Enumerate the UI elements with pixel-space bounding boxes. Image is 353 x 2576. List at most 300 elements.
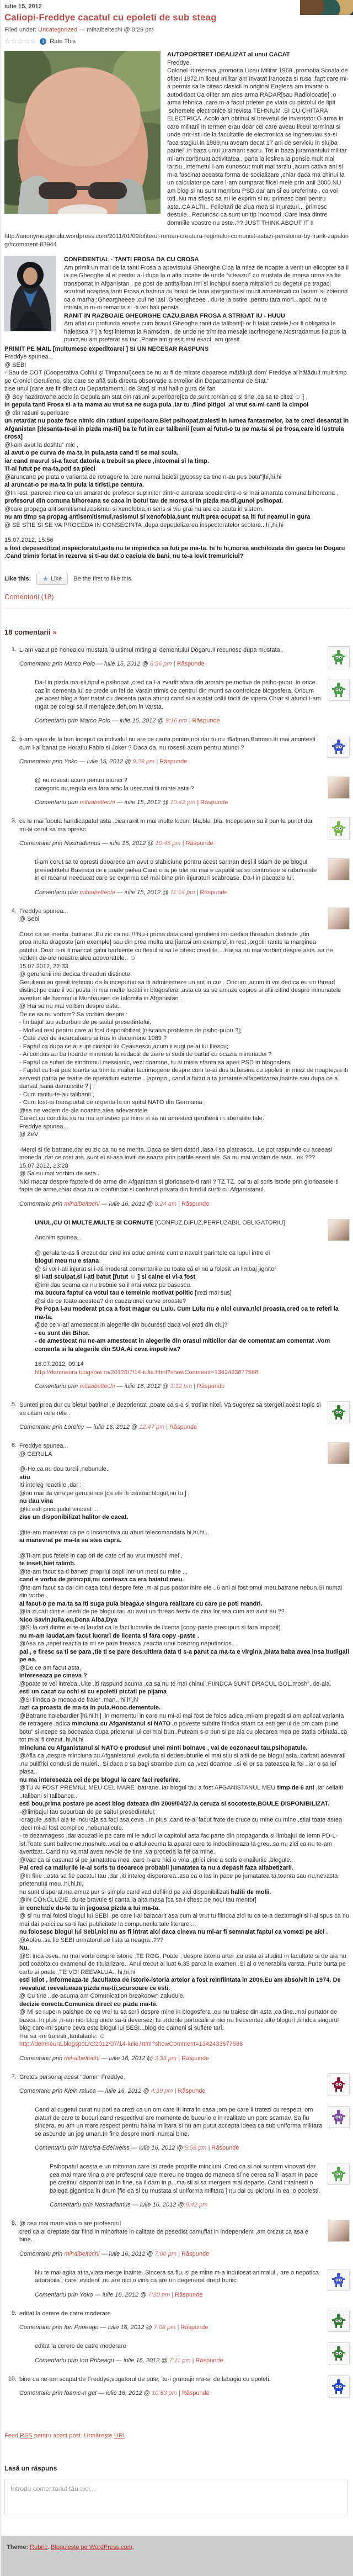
- meta-separator: |: [195, 889, 200, 896]
- comment-date: — iulie 16, 2012 @: [95, 2088, 151, 2094]
- uri-link[interactable]: URI: [114, 2432, 125, 2439]
- text-line: @ Sebi: [19, 916, 40, 922]
- text-segment: [vezi mai sus]: [195, 1290, 232, 1296]
- comment-author[interactable]: mihaibeltechi: [64, 2055, 100, 2062]
- category-link[interactable]: Uncategorized: [38, 27, 78, 33]
- comment-date: — iulie 15, 2012 @: [115, 799, 170, 806]
- text-line: intereseaza pe cineva ?: [19, 1672, 87, 1679]
- text-line: a fost depesedilizat inspectoratul,asta nu te impiedica sa futi pe ma-ta. hi hi hi,morsa anchilozata din gasca lui Dogaru .Cand trimis fortat in rezerva si ti-au dat o caciula de bani, nu te-a lovit tremuriciul?: [4, 545, 345, 559]
- text-line: - de amestecat nu ne-am amestecat in alegerile din orasul miticilor dar de comentat am comentat .Vom comenta si la alegerile din SUA.Ai ceva impotriva?: [35, 1338, 330, 1353]
- avatar-monster-icon: [328, 736, 350, 758]
- filed-under-label: Filed under:: [4, 27, 37, 33]
- text-line: PRIMIT PE MAIL [multumesc expeditoarei ] SI UN NECESAR RASPUNS: [4, 345, 209, 352]
- text-line: esti bou,prima postare pe acest blog dateaza din 2009/04/27.Ia ceruza si socoteste,BOULE DISPONIBILIZAT.: [19, 1801, 330, 1807]
- comment-author[interactable]: mihaibeltechi: [79, 1383, 115, 1390]
- comment-author[interactable]: mihaibeltechi: [64, 2250, 100, 2257]
- text-line: 16.07.2012, 09:14: [35, 1361, 84, 1368]
- text-line: minciuna cu Afganistanul si NATO e produsul unei minti bolnave , vai de cozonacul tau,psihopatule.: [19, 1744, 308, 1751]
- text-line: @ Cu tine ..de-acuma am Comunication breakdown zaludule.: [19, 1993, 185, 1999]
- text-line: Nu te mai agita atita,viata merge inainte .Sincera sa fiu, si pe mine m-a induiosat animalul , are o nepotica adorabila , care ,evident ,nu are nici o vina ca are un degenerat drept bunic.: [35, 2269, 319, 2284]
- text-line: Hai sa -mi traiesti ,tantalaule. ☺: [19, 2033, 106, 2040]
- text-line: - Cum fost-ai transportat de urgenta la un spital NATO din Germania ;: [19, 1099, 206, 1106]
- theme-link[interactable]: Rubric: [30, 2544, 47, 2551]
- comment-time-link[interactable]: 8:56 pm: [149, 661, 172, 667]
- reply-link[interactable]: Răspunde: [178, 2088, 206, 2094]
- comment-time-link[interactable]: 7:08 pm: [153, 2324, 176, 2331]
- mail-section-text: [4, 345, 350, 561]
- comment-meta: [35, 2357, 350, 2364]
- text-line: ai manevrat pe ma-ta sa stea capra.: [19, 1537, 122, 1544]
- text-segment: @Batrane halebardier [hi.hi.hi] ,in momentul in care nu mi-ai mai fost de folos adica ,mi-am pregatit si am aplicat varianta de retragere ,adica: [19, 1712, 344, 1727]
- follow-label: Urmăreşte: [84, 2432, 113, 2439]
- comment-meta: [19, 758, 350, 766]
- text-line: @te-am facut sa-ti banezi propriul copil intr-un meci cu mine ..,: [19, 1568, 188, 1575]
- text-line: @ GERULA: [19, 1450, 52, 1458]
- text-line: @ nu rosesti acum pentru atunci ?: [35, 777, 127, 784]
- comment-date: — iulie 16, 2012 @: [98, 2324, 154, 2331]
- comment-meta: [19, 840, 350, 847]
- text-line: cand e vorba de principii,nu conteaza ca era baiatul meu.: [19, 1576, 184, 1583]
- reply-link[interactable]: Răspunde: [169, 1424, 197, 1430]
- comments-count-link[interactable]: Comentarii (18): [4, 592, 54, 601]
- text-line: @IN CONCLUZIE ,du-te bravule si canta la alta masa [ca sa-l citesc pe noul tau mentor]: [19, 1897, 256, 1903]
- text-line: categoric nu,regula era fara atac la user.mai tii minte asta ?: [35, 785, 194, 792]
- old-woman-image: [5, 256, 56, 331]
- text-line: razi ca proasta de ma-ta in pula.Hooo.dementule.: [19, 1704, 161, 1711]
- text-line: @Si fiindca ai moaca de fraier ,man.. hi,hi,hi: [19, 1696, 138, 1703]
- comment-time-link[interactable]: 9:16 pm: [165, 717, 188, 724]
- text-line: cred ca ai dreptate dar fiind in minoritate in calitate de pesedist camuflat in independent ,am crezut ca asa e bine.: [19, 2228, 309, 2243]
- text-line: Nici macar despre faptele-ti de arme din Afganistan si glorioasele-ti rani ? TZ,TZ, pai tu ai scris istorie prin glorioasele-ti fapte de arme,chiar daca tu ai confundat si confunzi privata din fundul curtii cu Afganistanul.: [19, 1178, 339, 1193]
- spacer: [19, 923, 350, 931]
- text-line: @ ZeV: [19, 1131, 39, 1138]
- text-line: in concluzie du-te tu in jegoasa pizda a lui ma-ta.: [19, 1904, 160, 1912]
- text-line: [19, 1784, 350, 1800]
- comment-author[interactable]: mihaibeltechi: [79, 799, 115, 806]
- text-line: te inseli,biet talimb.: [19, 1560, 76, 1567]
- spacer: [35, 1227, 350, 1234]
- comment-date: — iulie 16, 2012 @: [84, 1424, 140, 1430]
- comment-number: 9.: [11, 2309, 17, 2316]
- comment: [4, 2163, 350, 2209]
- text-line: Ti-ai futut pe ma-ta,poti sa pleci: [4, 466, 95, 472]
- meta-separator: |: [195, 799, 201, 806]
- text-line: Cand ai cugetul curat nu poti sa crezi ca un om care iti intra in casa ,om pe care il tratezi cu respect, om alaturi de care te bucuri cand respectivul are momente de bucurie e in realitate un porc scarnav. Sa fiu sincera, eu am un mare respect pentru haina militara si nu am putut accepta ideea ca sub uniforma militara se ascunde un jeg uman.In fine,despre morti ,numai bine.: [35, 2107, 322, 2137]
- comment: [4, 2342, 350, 2364]
- comment: [4, 858, 350, 896]
- text-line: @te-am manevrat ca pe o locomotiva cu aburi telecomandata hi,hi,hi,,.: [19, 1529, 210, 1536]
- comment-time-link[interactable]: 10:53 pm: [151, 2390, 177, 2396]
- comment-time-link[interactable]: 7:11 pm: [169, 2357, 191, 2364]
- meta-separator: |: [190, 2357, 196, 2364]
- feed-label: Feed: [4, 2432, 19, 2439]
- text-line: RANIT IN RAZBOAIE GHEORGHE CAZU,BABA FROSA A STRIGAT IU - HUUU: [64, 312, 285, 319]
- theme-header-art: [300, 0, 353, 15]
- avatar-monster-icon: [328, 2106, 350, 2128]
- avatar-monster-icon: [328, 2269, 350, 2291]
- text-line: @ Bey nazdravane,acolo,la Gepula am stat din ratiuni superioare[ca de,sunt roman ca si tine ,ca sa te citez ☺ ] ,: [4, 393, 308, 400]
- text-line: zise unul [care are fir direct cu Departamentul de Stat] si mai hali o gura de fan: [4, 386, 216, 392]
- meta-separator: |: [170, 2291, 175, 2298]
- meta-separator: |: [180, 840, 186, 847]
- text-line: Sunteti prea dur cu bietul batrinel ,e dezorientat ,poate ca s-a si trotilat nitel. Va sugerez sa stergeti acest topic si sa uitam cele rele .: [19, 1402, 321, 1417]
- text-line: 15.07.2012, 15:56: [4, 537, 54, 543]
- text-line: Psihopatul acesta e un mitoman care isi crede propriile minciuni .Cred ca si noi suntem vinovati dar cea mai mare vina o are profesorul care mereu ne tragea de maneca si ne cerea sa il lasam in pace pe cretinul disponibilizat.In fine, sa il dam in p...ma-sii si sa mergem mai departe. Cand intalnesti o balega gigantica in drum [fie ea si cu mustata si uniforma militara ] nu dai cu piciorul in ea ,o ocolesti.: [50, 2163, 320, 2194]
- text-segment: timp de 6 ani: [277, 1785, 314, 1791]
- source-url: http://anonymusgerula.wordpress.com/2011/01/09/ofiterul-roman-creatura-regimului-comunist-astazi-pensionar-by-frank-zapaking/#comment-83944: [4, 233, 349, 248]
- text-line: @Aoleu..sa fie SEBI urmatorul pe lista ta neagra..???: [19, 1936, 164, 1944]
- comment: [4, 2269, 350, 2299]
- comment-date: — iulie 16, 2012 @: [114, 2357, 169, 2364]
- text-line: Nu.: [19, 1945, 29, 1951]
- like-star-icon: ★: [42, 574, 49, 583]
- comment: [4, 736, 350, 766]
- old-woman-photo: [4, 256, 56, 331]
- comment-time-link[interactable]: 11:14 pm: [170, 889, 195, 896]
- text-line: @nu mai da vina pe gerulience [ca ele iti conduc blogul,nu tu ] ,: [19, 1490, 190, 1497]
- reply-link[interactable]: Răspunde: [175, 2291, 203, 2298]
- avatar-photo: [328, 1442, 350, 1464]
- comment-date: — iulie 16, 2012 @: [99, 2250, 155, 2257]
- respond-title: Lasă un răspuns: [4, 2464, 57, 2472]
- text-line: @care propaga antisemitismul,rasismul si xenofobia,in scris si viu grai nu are ce cauta in sistem.: [4, 505, 264, 513]
- comment-meta-prefix: Comentariu prin: [19, 2088, 65, 2094]
- comment-meta: [19, 2324, 350, 2331]
- text-line: [35, 1289, 350, 1297]
- text-line: Iti inteleg reactiile ,dar :: [19, 1482, 82, 1488]
- inline-url-link[interactable]: http://demneura.blogspot.ro/2012/07/14-iulie.html?showComment=1342433677586: [35, 1369, 259, 1376]
- text-line: Nico Savin,Iulia,eu,Dona Alba,Dya: [19, 1616, 117, 1623]
- text-line: 15.07.2012, 22:33: [19, 963, 68, 970]
- post-date: iulie 15, 2012: [4, 3, 42, 10]
- comment-meta-prefix: Comentariu prin: [19, 1200, 65, 1207]
- reply-link[interactable]: Răspunde: [185, 840, 213, 847]
- text-line: Freddye spunea...: [4, 353, 54, 360]
- text-line: @Vad ca ai casunat si pe jumatatea mea ,care n-are nici o vina ,ghici cine a scris e-mailurile ,blegule..: [19, 1856, 293, 1864]
- reply-link[interactable]: Răspunde: [159, 758, 188, 765]
- text-line: blogul meu nu e stana: [35, 1258, 99, 1264]
- text-line: Colonel in rezerva ,promotia Liceu Militar 1969 ,promotia Scoala de ofiteri 1972.In liceul militar am invatat franceza si rusa ,fapt care mi-a permis sa le citesc clasicii in original.Engleza am invatat-o autodidact.Ca ofiter am ales arma RADAR[sau Radiolocatie] ,o arma tehnica ,care m-a facut prieten pe viata cu pistolul de lipit ,schemele electronice si revista TEHNIUM .SI CU CHITARA ELECTRICA .Acolo am obtinut si brevetul de inventator.O arma in care militarii in termen erau doar cei care aveau liceul terminat si unde mtr-istii de la facultatile de electronica se inghesuiau sa-si faca stagiul.In 1989,nu aveam decat 17 ani de serviciu in slujba patriei ,in baza unui juramant sacru. Tot in baza juramantului militar mi-am continuat activitatea , pana la iesirea la pensie,mult mai tarziu..Internetul l-am cunoscut mult mai tarziu ,acum cativa ani si m-a fascinat aceasta forma de socializare ,chiar daca ma chinui la un calculator pe care l-am cumparat fiicei mele prin anii 2000.NU am blog si nu sunt membru PSD,dar am si eu preferinte , ca voi toti..Nu ma sfiesc sa mi le exprim si nu primesc bani pentru asta..CA ALTII.. Felicitari de ziua mea si injuraturi... primesc destule...Recunosc ca sunt un tip incomod .Care insa dintre domniile voastre nu este..?? JUST THINK ABOUT IT !!: [167, 67, 349, 226]
- text-line: nu m-am laudat,am facut lucrari de licenta si fara copy -paste .: [19, 1632, 199, 1639]
- text-line: - Cum ranitu-te-au talibanii ;: [19, 1091, 94, 1098]
- avatar-monster-icon: [328, 2310, 350, 2332]
- comment-meta-prefix: Comentariu prin: [35, 889, 80, 896]
- text-line: In gepula tanti Frosa si-a ta mama au vrut sa ne suga pula ,iar tu ,fiind pitigoi ,ai vrut sa-mi canti la cimpoi: [4, 402, 309, 408]
- text-line: zise un disponibilizat halitor de cacat.: [19, 1514, 129, 1521]
- footer-period: .: [132, 2544, 134, 2551]
- text-line: si l-ati scuipat,si l-ati batut [futut ☺ ] si caine el vi-a fost: [35, 1274, 196, 1280]
- avatar-monster-icon: [328, 646, 350, 668]
- reply-link[interactable]: Răspunde: [181, 2055, 210, 2062]
- like-widget: [4, 573, 350, 585]
- comment-time-link[interactable]: 3:32 pm: [170, 1383, 192, 1390]
- text-segment: UNUL,CU OI MULTE,MULTE SI CORNUTE: [35, 1219, 156, 1226]
- text-line: @Ia zi,cati dintre userii de pe blogul tau au avut un thread festiv de ziua lor,asa cum am avut eu ??: [19, 1608, 285, 1615]
- comment-author[interactable]: mihaibeltechi: [64, 1200, 100, 1207]
- text-line: @Si inca ceva..nu mai vorbi despre istorie .TE ROG. Poate , despre istoria artei ,ca asta ai studiat in facultate si de aia nu poti coabita cu examenul de titularizare.. Anul trecut ai luat 6,35 parca la examen..Si ai o venerabila varsta..Pune burta pe carte si poate ,TE VOI REEVALUA.. hi,hi,hi: [19, 1952, 346, 1976]
- text-line: esti idiot , informeaza-te ,facultatea de istorie-istoria artelor a fost reinfiintata in 2006.Eu am absolvit in 1974. De reevaluat reevalueaza pizda ma-tii,scursoare ce esti.: [19, 1977, 341, 1992]
- reply-link[interactable]: Răspunde: [192, 717, 220, 724]
- rating-star-icon[interactable]: ☆: [30, 37, 37, 45]
- text-line: @-Ho,ca nu dau turcii ,nebunule..: [19, 1466, 110, 1472]
- comment: [4, 646, 350, 668]
- comment-author: Nostradamus: [94, 2202, 131, 2208]
- comment-meta-prefix: Comentariu prin: [19, 758, 65, 765]
- comment-meta-prefix: Comentariu prin: [35, 717, 80, 724]
- comments-heading: [4, 628, 350, 636]
- comment-meta: [19, 660, 350, 668]
- text-line: - Ai condus au ba hoarde mineresti la redactii de ziare si sedii de partid cu ocazia mineriadei ?: [19, 1051, 272, 1058]
- avatar-monster-icon: [328, 2073, 350, 2095]
- text-line: @In fine ..asta sa fie pacatul tau ,dar ,iti inteleg disperarea..asa ca o las in pace pe jumatatea ta,toanta sau nu,nevasta prietenului meu..hi,hi,hi,: [19, 1872, 338, 1887]
- reply-link[interactable]: Răspunde: [181, 2250, 210, 2257]
- meta-separator: |: [176, 2390, 182, 2396]
- text-line: pai , e firesc sa ti se para ,tie ti se pare des:ultima data ti s-a parut ca ma-ta e virgina ,biata baba avea insa budigaii pe ea.: [19, 1648, 349, 1663]
- comment: [4, 907, 350, 1208]
- post-meta: [4, 27, 350, 33]
- comment-time-link[interactable]: 5:58 pm: [184, 2145, 207, 2151]
- text-line: 15.07.2012, 23:28: [19, 1162, 68, 1169]
- comment-meta: [35, 717, 350, 725]
- page-content: [1, 0, 353, 2517]
- comment-number: 3.: [11, 817, 17, 824]
- like-button-label: Like: [51, 575, 62, 582]
- text-line: - limbajul tau suburban de pe saitul presedintelui;: [19, 1019, 152, 1026]
- spacer: [35, 1353, 350, 1360]
- text-line: ti-am cerut sa te opresti deoarece am avut o slabiciune pentru acest sarman desi il stiam de pe blogul presedintelui Basescu ce ii poate pielea.Cand o ia pe ulei nu mai e capabil sa se controleze si rabufneste in el racanul needucat care se exprima cel mai bine prin injuraturi scabroase. Da-l in pacatele lui.: [35, 859, 317, 881]
- reply-link[interactable]: Răspunde: [181, 1200, 210, 1207]
- comment-time-link[interactable]: 8:24 am: [154, 1200, 177, 1207]
- text-line: Anonim spunea...: [35, 1234, 82, 1241]
- comment: [4, 2073, 350, 2095]
- reply-link[interactable]: Răspunde: [195, 2357, 223, 2364]
- meta-separator: |: [176, 2250, 182, 2257]
- feed-line: [4, 2432, 350, 2439]
- comment-time-link[interactable]: 10:42 pm: [170, 799, 196, 806]
- comment-meta: [35, 2291, 350, 2299]
- comment-date: — iulie 16, 2012 @: [130, 2202, 186, 2208]
- rss-link[interactable]: RSS: [20, 2432, 33, 2439]
- rating-star-icon[interactable]: ☆: [4, 37, 11, 45]
- text-line: -Merci si tie batrane,dar eu zic ca nu se merita..Daca se simt datori ,lasa-i sa plateasca.. Le pot raspunde cu aceeasi moneda ,dar ce rost are..sunt ei si-asa loviti de soarta prin partile esentiale..Sa nu mai vorbim de asta.. ok ???: [19, 1146, 333, 1161]
- text-line: editat la cerere de catre moderare: [19, 2310, 111, 2317]
- comment-input[interactable]: [4, 2479, 347, 2515]
- text-line: Freddye spunea...: [19, 907, 68, 915]
- spacer: [19, 1458, 350, 1465]
- text-line: nu folosesc blogul lui Sebi,nici nu as fi intrat aici daca cineva nu mi-ar fi semnalat faptul ca vomezi pe aici .: [19, 1929, 328, 1935]
- text-line: bine ca ne-am scapat de Freddye,sugatorul de pule, 'tu-i grumajii ma-sii de labagiu cu epoleti.: [19, 2376, 271, 2383]
- comment-date: — iulie 15, 2012 @: [77, 758, 133, 765]
- like-hint: Be the first to like this.: [73, 575, 133, 582]
- reply-link[interactable]: Răspunde: [197, 1383, 225, 1390]
- comment-number: 5.: [11, 1401, 17, 1408]
- comment-time-link[interactable]: 10:45 pm: [155, 840, 181, 847]
- comment-number: 2.: [11, 736, 17, 742]
- text-line: ce le mai fabula handicapatul asta ,cica,ranit in mai multe locuri, bla,bla ,bla. Incepusem sa il pun la punct dar mi-ai cerut sa ma opresc.: [19, 818, 313, 833]
- comment-time-link[interactable]: 12:47 pm: [139, 1424, 165, 1430]
- comment-date: — iulie 16, 2012 @: [99, 1200, 155, 1207]
- reply-link[interactable]: Răspunde: [200, 799, 228, 806]
- comment-author: Loreley: [64, 1424, 84, 1430]
- text-segment: @TU AI FOST PREMIUL MEU CEL MARE ,batrane..iar blogul tau a fost AFGANISTANUL MEU: [19, 1785, 277, 1791]
- meta-separator: |: [172, 661, 177, 667]
- comment-time-link[interactable]: 9:29 pm: [132, 758, 155, 765]
- avatar-photo: [328, 2220, 350, 2242]
- comment: [4, 2310, 350, 2332]
- comment-author[interactable]: mihaibeltechi: [79, 889, 115, 896]
- text-line: @ SEBI: [4, 361, 26, 368]
- text-line: @imi dau seama ca nu trebuie sa il mai votez pe basescu.: [35, 1281, 192, 1289]
- text-line: @Asa ca ,repet reactia ta mi se pare fireasca ,reactia unui bosorog neputincios..: [19, 1640, 235, 1647]
- meta-separator: |: [187, 717, 192, 724]
- comment-date: — iulie 15, 2012 @: [110, 717, 165, 724]
- text-line: ti-am spus de la bun inceput ca individul nu are ce cauta printre noi dar tu,nu :Batman,Batman.Iti mai amintesti cum i-ai banat pe Horatiu,Fabio si Joker ? Daca da, nu rosesti acum pentru atunci ?: [19, 736, 315, 751]
- text-line: @aruncand pe piata o varianta de retragere la care numai baietii gyopssy ca tine n-au pus botu”]hi,hi,hi: [4, 473, 282, 481]
- spacer: [19, 1522, 350, 1529]
- comment-date: — iulie 15, 2012 @: [94, 661, 150, 667]
- meta-separator: |: [164, 1424, 170, 1430]
- rating-star-icon[interactable]: ☆: [23, 37, 30, 45]
- comments-heading-text: 18 comentarii: [4, 627, 51, 636]
- text-line: @ Sa nu mai vorbim de asta..: [19, 1170, 100, 1177]
- portrait-photo: [4, 51, 161, 214]
- footer-separator: .: [47, 2544, 51, 2551]
- text-line: AUTOPORTRET IDEALIZAT al unui CACAT: [167, 51, 290, 58]
- avatar-monster-icon: [328, 817, 350, 840]
- text-line: - eu sunt din Bihor.: [35, 1329, 90, 1337]
- text-line: Gretos personaj acest ”domn” Freddye.: [19, 2073, 125, 2081]
- text-line: @ din ratiuni superioare: [4, 409, 69, 416]
- avatar-monster-icon: [328, 2376, 350, 2398]
- text-line: Am aflat cu profunda emotie cum bravul Gheoghe ranit de talibani[i-or fi taiat coitele,l-or fi obligatsa le haleasca ? ] a fost internat la Ramsden , de unde ne trimitea mesaje lacrimogene.Nostradamus l-a pus la punct,eu am preferat sa tac .Poate am gresit.mai exact, am gresit.: [64, 320, 346, 343]
- comment-meta-prefix: Comentariu prin: [19, 2055, 65, 2062]
- comment-meta-prefix: Comentariu prin: [19, 2324, 65, 2331]
- comment-meta: [19, 1200, 350, 1208]
- avatar-photo: [328, 1219, 350, 1241]
- text-line: - Cate zeci de incarcatoare ai tras in decembrie 1989 ?: [19, 1035, 167, 1042]
- comment-author: Ion Pribeagu: [79, 2357, 114, 2364]
- post-intro-text: [167, 51, 350, 227]
- reply-link[interactable]: Răspunde: [200, 889, 228, 896]
- wordpress-link[interactable]: Bloguieşte pe WordPress.com: [51, 2544, 132, 2551]
- text-line: decizie corecta.Comunica direct cu pizda ma-tii.: [19, 2000, 158, 2008]
- old-man-portrait-image: [4, 51, 161, 214]
- text-line: un retardat nu poate face nimic din ratiuni superioare.Biet psihopat,traiesti in lumea fantasmelor, ba te crezi desantat in Afganistan [desanta-te-ai in pizda ma-tii] ba te fut in cur talibanii [cum ai futut-o tu pe ma-ta si pe frosa,care iti lustruia crosa]: [4, 418, 349, 440]
- like-this-label: Like this:: [4, 575, 31, 582]
- comment-meta: [35, 799, 350, 806]
- text-line: stiu: [19, 1474, 30, 1481]
- text-line: - Faptul ca ti-ai pus toanta sa trimita mailuri lacrimogene despre cum te-ai dus tu,basina cu epoleti ,in miez de noapte,sa iti servesti patria pe teatre de operatiuni externe . [apropo , cand a facut a ta jumatate alfabetizarea,inainte sau dupa ce a dansat Isaiia dantuieste ? ] ;: [19, 1067, 348, 1090]
- text-line: iar cand maurul si-a facut datoria a trebuit sa plece ,intocmai si la timp.: [4, 457, 210, 464]
- comment-meta-prefix: Comentariu prin: [19, 2390, 65, 2396]
- like-button[interactable]: [36, 573, 68, 585]
- frosa-section: [4, 256, 350, 344]
- text-line: @Ti-am pus fetele in cap ori de cate ori au vrut muschii mei ,: [19, 1552, 183, 1559]
- comment: [4, 1219, 350, 1391]
- spacer: [4, 529, 350, 536]
- comments-list: [4, 646, 350, 2398]
- footer: [1, 2536, 353, 2576]
- comment-number: 4.: [11, 907, 17, 914]
- text-line: [19, 1712, 350, 1744]
- rating-star-icon[interactable]: ☆: [10, 37, 18, 45]
- comment-meta-prefix: Comentariu prin: [35, 2145, 80, 2151]
- comment-meta: [19, 2087, 350, 2095]
- comment-number: 1.: [11, 646, 17, 653]
- comment-author: Narcisa-Edelweiss: [79, 2145, 130, 2151]
- inline-url-link[interactable]: http://demneura.blogspot.ro/2012/07/14-iulie.html?showComment=1342433677586: [19, 2041, 243, 2047]
- comment-time-link[interactable]: 6:42 pm: [185, 2202, 208, 2208]
- comment-meta-prefix: Comentariu prin: [19, 1424, 65, 1430]
- comment-time-link[interactable]: 7:30 pm: [148, 2291, 170, 2298]
- rating-stars[interactable]: [4, 38, 36, 45]
- comment-author: Klein raluca: [64, 2088, 96, 2094]
- text-line: @ Hai sa nu mai vorbim despre asta..: [19, 1003, 121, 1010]
- comment-time-link[interactable]: 3:33 pm: [154, 2055, 177, 2062]
- text-line: Pe Popa l-au moderat pt.ca a fost magar cu Lulu. Cum Lulu nu e nici curva,nici proasta,cred ca te referi la ma-ta.: [35, 1306, 339, 1321]
- comment: [4, 2220, 350, 2258]
- feed-mid-label: pentru acest post.: [34, 2432, 83, 2439]
- text-line: Crezi ca se merita ,batrane..Eu zic ca nu..!!!Nu-i prima data cand gerulienii imi dedica threaduri distincte ,din prea multa dragoste [am exemple] sau din prea multa ura [iarasi am exemple].In rest ,orgolii ranite la marginea patului..Doar n-oi fi mancat gaini barbierite cu flexul si sa le citesc creatiile....Hai sa nu mai vorbim despre asta..sa ne vedem de-ale noastre,alea adevaratele.. ☺: [19, 931, 333, 962]
- text-line: - Motivul real pentru care ai fost disponibilizat [niscaiva probleme de psiho-pupu ?];: [19, 1027, 242, 1034]
- post-title: Caliopi-Freddye cacatul cu epoleti de sub steag: [4, 12, 217, 23]
- text-line: profesorul din comuna bihoreana se caca in botul tau de morsa si in pizda ma-tii,gunoi psihopat.: [4, 498, 284, 504]
- theme-label: Theme:: [7, 2544, 29, 2551]
- text-line: @tu esti principalul vinovat ...: [19, 1506, 99, 1513]
- comments-heading-arrow: »: [52, 627, 57, 636]
- comment-number: 7.: [11, 2073, 17, 2080]
- comment-time-link[interactable]: 4:39 pm: [151, 2088, 173, 2094]
- comment-author: Yoko: [64, 758, 78, 765]
- comment-author: foame-n gat: [64, 2390, 97, 2396]
- comment-date: — iulie 15, 2012 @: [115, 889, 170, 896]
- reply-link[interactable]: Răspunde: [180, 2324, 208, 2331]
- text-line: De ce sa nu vorbim? Sa vorbim despre :: [19, 1011, 128, 1018]
- comment: [4, 679, 350, 725]
- comment-time-link[interactable]: 7:00 pm: [154, 2250, 177, 2257]
- avatar-monster-icon: [328, 2163, 350, 2185]
- reply-link[interactable]: Răspunde: [181, 2390, 210, 2396]
- text-line: ai avut-o pe curva de ma-ta in pula,asta cand ti se mai scula.: [4, 450, 179, 456]
- comment: [4, 2106, 350, 2152]
- text-line: Am primit un mail de la tanti Frosa a apevistului Gheorghe.Cica la miez de noapte a venit un elicopter sa il ia pe Gheoghe al ei pentru a-l duce la o alta locatie de unde ”viteazul” cu mustata de morsa urma sa fie transportat in Afganistan , pe post de antitaliban.Imi si inchipui scena,mitraliori cu degetul pe tragaci scrutind noaptea,tanti Frosa,o batrina cu braul de lana stergandu-si mucii amestecati cu lacrimi si zbierind ca o marha :Gheorgheeee ,cui ne lasi .Gheorgheeee , du-te la ostire ,pentru tara mori...apoi, nu te intrista,io m-oi remarita si -ti voi hali pensia.: [64, 264, 349, 311]
- comment-number: 6.: [11, 1442, 17, 1449]
- meta-separator: |: [173, 2088, 178, 2094]
- text-line: Freddye spunea...: [19, 1123, 68, 1130]
- reply-link[interactable]: Răspunde: [211, 2145, 239, 2151]
- text-line: Gerulienii au gresit,trebuiau da la inceputuri sa iti administreze un sut in cur . Oricum ,acum iti voi dedica eu un thread distinct pe care il voi posta in mai multe locatii in blogosfera ,asta ca sa se amuze copios si altii citind despre minunatele aventuri ale baronului Munhausen de Ialomita in Afganistan .: [19, 979, 341, 1002]
- text-segment: nu sunt disperat,ma amuz pur si simplu cand vad defilind pe aici disponibilizati: [19, 1888, 231, 1896]
- text-line: - Faptul ca dupa ce ai supt ciorapii lui Ceausescu,acum ii sugi pe ai lui Iliescu;: [19, 1043, 229, 1050]
- text-line: @ cea mai mare vina o are profesorul: [19, 2220, 121, 2227]
- text-line: @sa ne vedem de-ale noastre,alea adevaratele: [19, 1107, 147, 1114]
- frosa-text: [64, 256, 350, 344]
- text-segment: ma bucura faptul ca votul tau e temeinic motivat politic: [35, 1290, 195, 1296]
- comment-meta-prefix: Comentariu prin: [35, 799, 80, 806]
- comment-meta: [19, 2389, 350, 2397]
- reply-link[interactable]: Răspunde: [176, 661, 205, 667]
- spacer: [35, 1242, 350, 1249]
- meta-separator: |: [154, 758, 160, 765]
- meta-separator: |: [176, 1200, 182, 1207]
- text-line: ai facut-o pe ma-ta sa iti suga pula bleaga,e singura realizare cu care pe poti mandri.: [19, 1600, 263, 1607]
- post-intro: [4, 51, 350, 227]
- text-line: nu am timp sa propag antisemitismul,rasismul si xenofobia,sunt mult prea ocupat sa iti fut neamul in gura: [4, 514, 311, 520]
- text-line: -@limbajul tau suburban de pe saitul presedintelui;: [19, 1808, 156, 1815]
- rating-star-icon[interactable]: ☆: [17, 37, 24, 45]
- text-line: @ SE STIE SI SE VA PROCEDA IN CONSECINTA ,dupa depedelizarea inspectoratelor scolare.. hi,hi,hi: [4, 521, 284, 529]
- text-line: @In rest ,parerea mea ca un amarat de profesor suplinitor dintr-o amarata scoala dintr-o si mai amarata comuna bihoreana ,: [4, 489, 339, 497]
